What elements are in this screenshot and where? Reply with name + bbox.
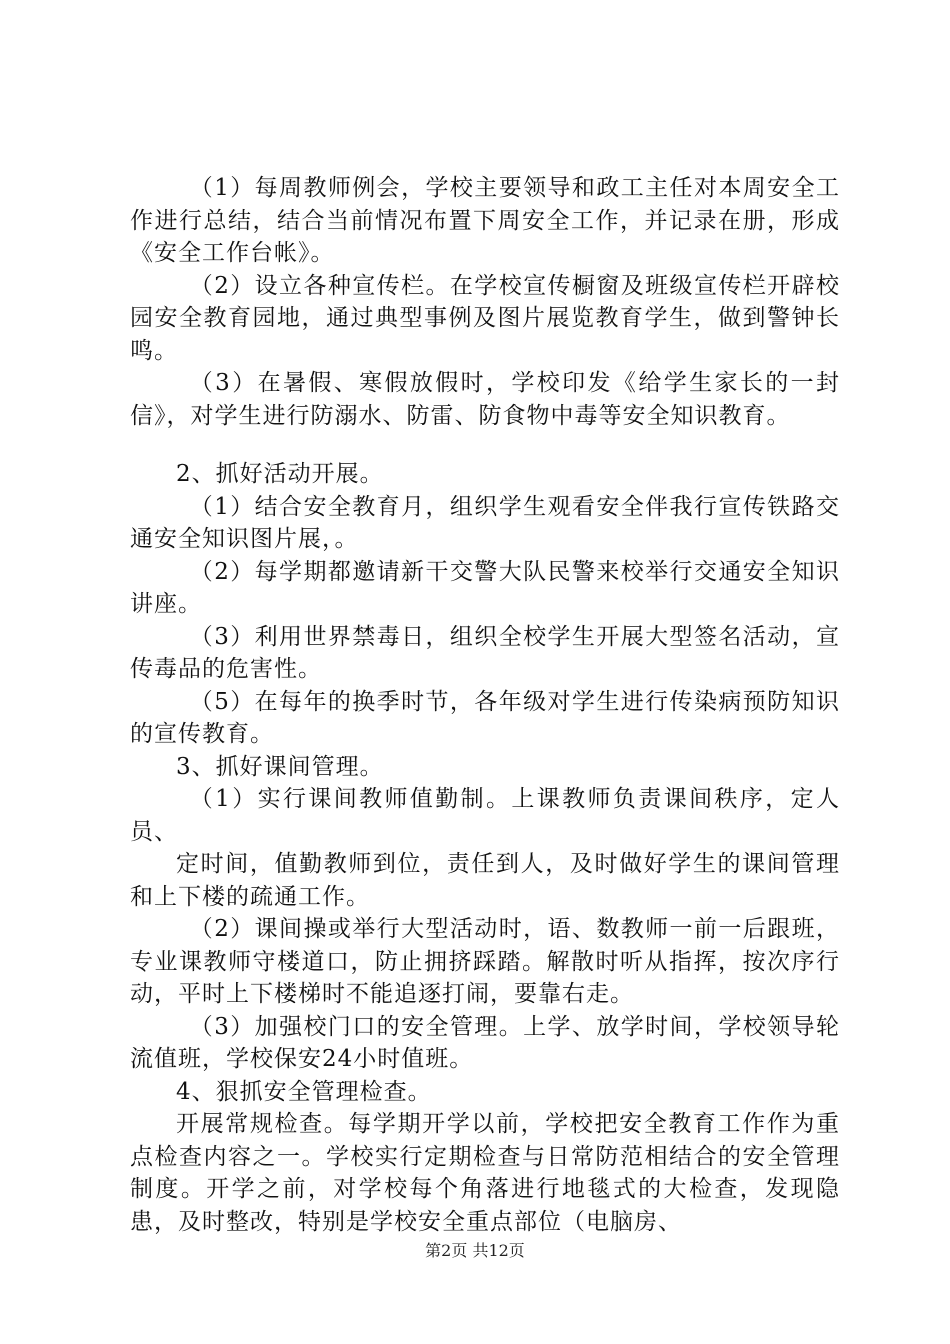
paragraph-11: （3）加强校门口的安全管理。上学、放学时间，学校领导轮流值班，学校保安24小时值班。 (130, 1013, 840, 1072)
paragraph-10: （2）课间操或举行大型活动时，语、数教师一前一后跟班，专业课教师守楼道口，防止拥挤踩踏。解散时听从指挥，按次序行动，平时上下楼梯时不能追逐打闹，要靠右走。 (130, 916, 840, 1007)
paragraph-2: （2）设立各种宣传栏。在学校宣传橱窗及班级宣传栏开辟校园安全教育园地，通过典型事例及图片展览教育学生，做到警钟长鸣。 (130, 272, 840, 364)
paragraph-4: （1）结合安全教育月，组织学生观看安全伴我行宣传铁路交通安全知识图片展，。 (130, 493, 840, 552)
document-body (130, 172, 840, 1238)
paragraph-spacer (130, 432, 840, 458)
paragraph-6: （3）利用世界禁毒日，组织全校学生开展大型签名活动，宣传毒品的危害性。 (130, 623, 840, 682)
paragraph-1: （1）每周教师例会，学校主要领导和政工主任对本周安全工作进行总结，结合当前情况布置下周安全工作，并记录在册，形成《安全工作台帐》。 (130, 175, 840, 266)
paragraph-12: 开展常规检查。每学期开学以前，学校把安全教育工作作为重点检查内容之一。学校实行定期检查与日常防范相结合的安全管理制度。开学之前，对学校每个角落进行地毯式的大检查，发现隐患，及时整改，特别是学校安全重点部位（电脑房、 (130, 1111, 840, 1235)
paragraph-5: （2）每学期都邀请新干交警大队民警来校举行交通安全知识讲座。 (130, 558, 840, 617)
section-heading-3: 3、抓好课间管理。 (176, 753, 384, 780)
section-heading-4: 4、狠抓安全管理检查。 (176, 1078, 432, 1105)
section-heading-2: 2、抓好活动开展。 (176, 461, 384, 487)
paragraph-7: （5）在每年的换季时节，各年级对学生进行传染病预防知识的宣传教育。 (130, 688, 840, 747)
paragraph-8: （1）实行课间教师值勤制。上课教师负责课间秩序，定人员、 (130, 786, 840, 845)
page-number-footer: 第2页 共12页 (425, 1241, 525, 1260)
paragraph-3: （3）在暑假、寒假放假时，学校印发《给学生家长的一封信》，对学生进行防溺水、防雷、防食物中毒等安全知识教育。 (130, 370, 840, 429)
paragraph-9: 定时间，值勤教师到位，责任到人，及时做好学生的课间管理和上下楼的疏通工作。 (130, 851, 840, 910)
